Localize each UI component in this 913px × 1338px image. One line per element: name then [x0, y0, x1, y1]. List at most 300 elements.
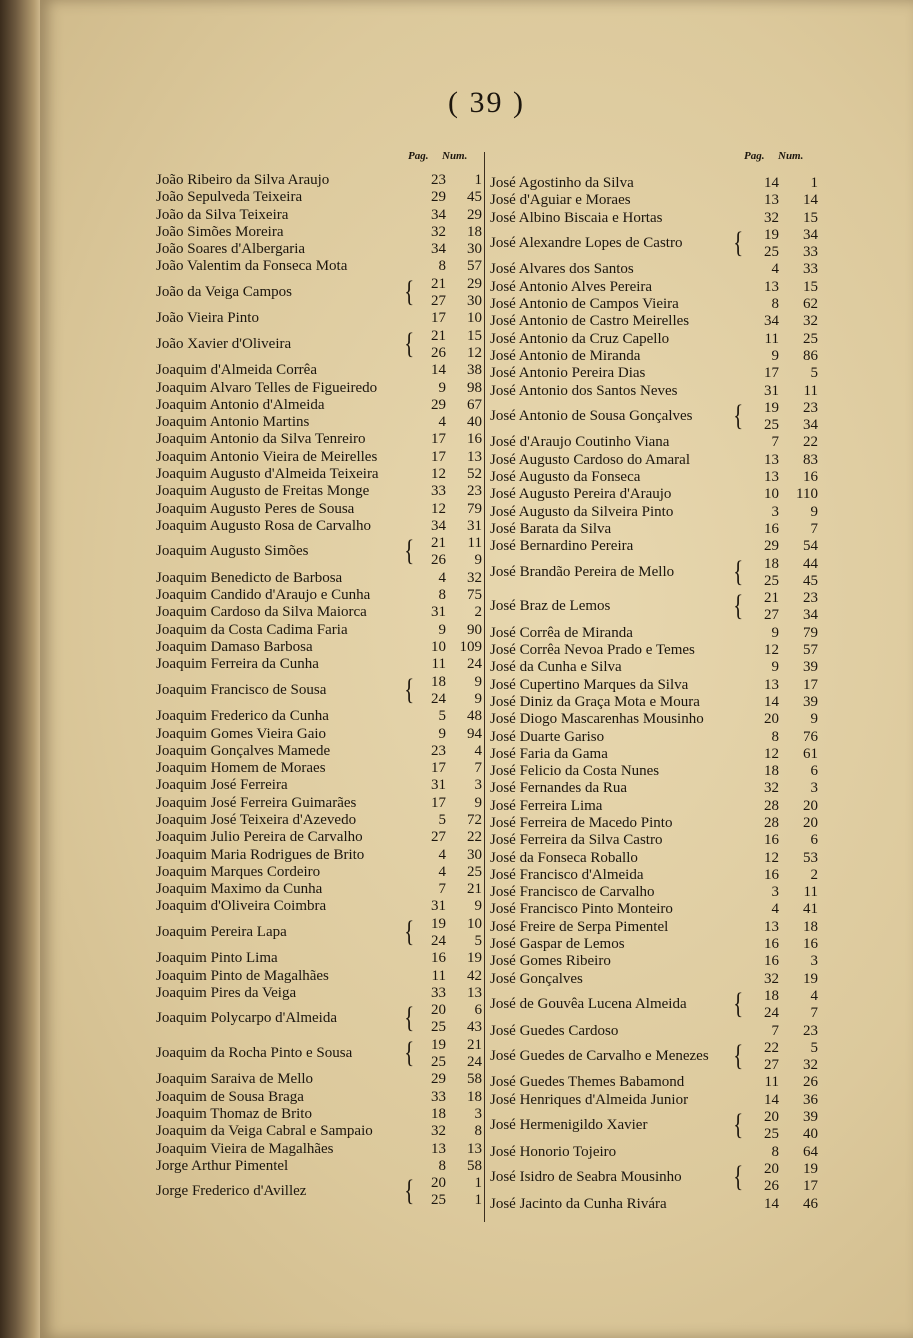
entry-number: 9	[810, 711, 818, 728]
entry-number: 7	[810, 520, 818, 537]
entry-number: 110	[796, 486, 818, 503]
right-entry-row	[490, 383, 822, 400]
entry-name: Joaquim Augusto Rosa de Carvalho	[156, 517, 371, 534]
entry-number: 29	[467, 206, 482, 223]
entry-name: Joaquim Augusto Simões	[156, 543, 309, 560]
entry-page: 29	[431, 189, 446, 206]
left-entry-row	[156, 812, 484, 829]
entry-name: José Hermenigildo Xavier	[490, 1117, 648, 1134]
entry-name: José Augusto Pereira d'Araujo	[490, 486, 672, 503]
entry-name: Joaquim José Teixeira d'Azevedo	[156, 811, 357, 828]
entry-page: 29	[431, 396, 446, 413]
entry-number: 11	[803, 884, 818, 901]
brace-glyph: {	[733, 554, 744, 588]
left-entry-row	[156, 328, 484, 363]
entry-number: 45	[803, 572, 818, 589]
right-entry-row	[490, 469, 822, 486]
entry-name: José Antonio de Miranda	[490, 347, 641, 364]
entry-number: 58	[467, 1157, 482, 1174]
entry-number: 13	[467, 448, 482, 465]
entry-name: José Henriques d'Almeida Junior	[490, 1091, 689, 1108]
entry-page: 23	[431, 742, 446, 759]
entry-page: 27	[431, 829, 446, 846]
entry-number: 16	[467, 431, 482, 448]
entry-number: 45	[467, 189, 482, 206]
entry-name: José Antonio Pereira Dias	[490, 365, 646, 382]
brace-glyph: {	[733, 986, 744, 1020]
left-entry-row	[156, 743, 484, 760]
entry-page: 4	[438, 569, 446, 586]
entry-name: José Barata da Silva	[490, 520, 612, 537]
entry-page: 8	[771, 1143, 779, 1160]
left-entry-row	[156, 570, 484, 587]
entry-page: 11	[764, 1074, 779, 1091]
pag-header: Pag.	[744, 150, 765, 162]
entry-number: 1	[810, 175, 818, 191]
entry-page: 31	[431, 604, 446, 621]
num-header: Num.	[778, 150, 804, 162]
left-entry-row	[156, 587, 484, 604]
entry-number: 76	[803, 728, 818, 745]
entry-name: José d'Araujo Coutinho Viana	[490, 434, 670, 451]
entry-number: 31	[467, 517, 482, 534]
entry-number: 11	[803, 382, 818, 399]
entry-number: 62	[803, 296, 818, 313]
entry-number: 36	[803, 1091, 818, 1108]
entry-page: 32	[764, 780, 779, 797]
entry-name: José Gomes Ribeiro	[490, 953, 611, 970]
left-entry-row	[156, 1123, 484, 1140]
entry-page: 18	[431, 1106, 446, 1123]
entry-number: 54	[803, 538, 818, 555]
right-entry-row	[490, 434, 822, 451]
entry-name: Joaquim Vieira de Magalhães	[156, 1140, 334, 1157]
entry-number: 6	[810, 763, 818, 780]
left-entry-row	[156, 207, 484, 224]
right-entry-row	[490, 832, 822, 849]
left-entries	[156, 172, 484, 1210]
entry-name: José Bernardino Pereira	[490, 538, 634, 555]
brace-glyph: {	[404, 672, 415, 706]
left-entry-row	[156, 968, 484, 985]
entry-number: 14	[803, 192, 818, 209]
brace-glyph: {	[404, 274, 415, 308]
entry-number: 25	[467, 863, 482, 880]
left-entry-row	[156, 189, 484, 206]
entry-number: 10	[467, 310, 482, 327]
entry-number: 20	[803, 814, 818, 831]
entry-name: José Alvares dos Santos	[490, 261, 634, 278]
entry-number: 40	[803, 1126, 818, 1143]
right-entry-row	[490, 296, 822, 313]
brace-glyph: {	[404, 326, 415, 360]
entry-number: 79	[803, 624, 818, 641]
entry-number: 7	[474, 760, 482, 777]
entry-page: 32	[431, 223, 446, 240]
entry-name: Joaquim Pinto de Magalhães	[156, 967, 329, 984]
entry-name: Joaquim Thomaz de Brito	[156, 1106, 312, 1123]
left-entry-row	[156, 726, 484, 743]
left-entry-row	[156, 708, 484, 725]
entry-number: 79	[467, 500, 482, 517]
entry-number: 8	[474, 1123, 482, 1140]
entry-number: 16	[803, 936, 818, 953]
entry-page: 13	[764, 192, 779, 209]
entry-page: 17	[431, 794, 446, 811]
left-entry-row	[156, 898, 484, 915]
left-entry-row	[156, 604, 484, 621]
entry-number: 23	[467, 483, 482, 500]
entry-number: 1	[474, 172, 482, 188]
left-entry-row	[156, 224, 484, 241]
entry-number: 9	[474, 690, 482, 707]
entry-name: Joaquim da Costa Cadima Faria	[156, 621, 348, 638]
entry-number: 9	[474, 673, 482, 690]
entry-number: 34	[803, 416, 818, 433]
entry-name: José Ferreira Lima	[490, 797, 603, 814]
left-entry-row	[156, 1141, 484, 1158]
entry-page: 13	[764, 278, 779, 295]
entry-number: 7	[810, 1004, 818, 1021]
entry-number: 5	[474, 932, 482, 949]
entry-page: 22	[764, 1039, 779, 1056]
entry-name: José Honorio Tojeiro	[490, 1143, 617, 1160]
right-entry-row	[490, 901, 822, 918]
entry-page: 31	[764, 382, 779, 399]
right-entry-row	[490, 590, 822, 625]
entry-page: 29	[431, 1071, 446, 1088]
entry-page: 20	[764, 1160, 779, 1177]
right-entry-row	[490, 365, 822, 382]
entry-name: José Gaspar de Lemos	[490, 936, 625, 953]
right-entry-row	[490, 279, 822, 296]
entry-number: 11	[467, 535, 482, 552]
entry-number: 15	[803, 278, 818, 295]
left-entry-row	[156, 760, 484, 777]
entry-name: Joaquim Francisco de Sousa	[156, 681, 327, 698]
entry-number: 86	[803, 347, 818, 364]
entry-number: 83	[803, 451, 818, 468]
entry-page: 28	[764, 797, 779, 814]
right-entry-row	[490, 1040, 822, 1075]
entry-number: 64	[803, 1143, 818, 1160]
num-header: Num.	[442, 150, 468, 162]
entry-name: Joaquim Benedicto de Barbosa	[156, 569, 343, 586]
entry-number: 3	[474, 1106, 482, 1123]
entry-number: 1	[474, 1192, 482, 1209]
entry-number: 34	[803, 226, 818, 243]
entry-page: 24	[764, 1004, 779, 1021]
entry-page: 14	[764, 1195, 779, 1212]
entry-name: João da Veiga Campos	[156, 283, 292, 300]
entry-page: 32	[764, 209, 779, 226]
entry-number: 1	[474, 1175, 482, 1192]
left-entry-row	[156, 1071, 484, 1088]
entry-number: 109	[459, 639, 482, 656]
entry-page: 21	[431, 535, 446, 552]
left-entry-row	[156, 622, 484, 639]
entry-page: 16	[764, 832, 779, 849]
brace-glyph: {	[404, 914, 415, 948]
entry-number: 9	[810, 503, 818, 520]
entry-number: 52	[467, 466, 482, 483]
entry-number: 40	[467, 414, 482, 431]
left-entry-row	[156, 864, 484, 881]
entry-name: José Duarte Gariso	[490, 728, 605, 745]
right-entry-row	[490, 780, 822, 797]
left-entry-row	[156, 276, 484, 311]
right-entry-row	[490, 192, 822, 209]
entry-page: 28	[764, 814, 779, 831]
entry-name: José de Gouvêa Lucena Almeida	[490, 995, 687, 1012]
brace-glyph: {	[733, 1159, 744, 1193]
right-entry-row	[490, 1161, 822, 1196]
entry-name: José Fernandes da Rua	[490, 780, 628, 797]
right-entry-row	[490, 936, 822, 953]
entry-page: 13	[764, 451, 779, 468]
right-entry-row	[490, 746, 822, 763]
entry-number: 33	[803, 261, 818, 278]
brace-glyph: {	[733, 589, 744, 623]
left-entry-row	[156, 518, 484, 535]
left-entry-row	[156, 380, 484, 397]
entry-page: 10	[431, 639, 446, 656]
entry-page: 9	[438, 621, 446, 638]
entry-number: 43	[467, 1019, 482, 1036]
entry-number: 3	[810, 780, 818, 797]
entry-number: 4	[810, 987, 818, 1004]
entry-number: 10	[467, 915, 482, 932]
left-entry-row	[156, 1106, 484, 1123]
entry-name: José Albino Biscaia e Hortas	[490, 209, 663, 226]
brace-glyph: {	[733, 398, 744, 432]
entry-page: 26	[431, 552, 446, 569]
entry-page: 24	[431, 690, 446, 707]
entry-page: 3	[771, 503, 779, 520]
entry-name: João Soares d'Albergaria	[156, 241, 306, 258]
brace-glyph: {	[733, 1108, 744, 1142]
left-entry-row	[156, 795, 484, 812]
entry-page: 5	[438, 708, 446, 725]
entry-number: 44	[803, 555, 818, 572]
entry-number: 21	[467, 1036, 482, 1053]
entry-name: João Vieira Pinto	[156, 310, 259, 327]
entry-number: 9	[474, 794, 482, 811]
entry-name: Joaquim Candido d'Araujo e Cunha	[156, 587, 371, 604]
entry-number: 46	[803, 1195, 818, 1212]
entry-name: José Ferreira da Silva Castro	[490, 832, 663, 849]
entry-page: 11	[431, 656, 446, 673]
entry-name: José Alexandre Lopes de Castro	[490, 234, 683, 251]
entry-page: 31	[431, 777, 446, 794]
entry-name: José Corrêa de Miranda	[490, 624, 633, 641]
entry-number: 38	[467, 362, 482, 379]
entry-number: 9	[474, 552, 482, 569]
right-entry-row	[490, 659, 822, 676]
entry-number: 17	[803, 1177, 818, 1194]
entry-name: Joaquim Homem de Moraes	[156, 760, 326, 777]
entry-name: José Faria da Gama	[490, 745, 608, 762]
entry-page: 26	[764, 1177, 779, 1194]
right-entry-row	[490, 1092, 822, 1109]
left-entry-row	[156, 1002, 484, 1037]
right-entry-row	[490, 988, 822, 1023]
entry-name: João da Silva Teixeira	[156, 206, 289, 223]
entry-name: Joaquim José Ferreira Guimarães	[156, 794, 357, 811]
entry-page: 14	[764, 1091, 779, 1108]
entry-number: 98	[467, 379, 482, 396]
left-entry-row	[156, 397, 484, 414]
entry-number: 19	[467, 950, 482, 967]
entry-name: Joaquim Polycarpo d'Almeida	[156, 1010, 338, 1027]
entry-page: 24	[431, 932, 446, 949]
entry-number: 4	[474, 742, 482, 759]
entry-name: Joaquim Antonio Vieira de Meirelles	[156, 448, 378, 465]
entry-name: Jorge Arthur Pimentel	[156, 1157, 289, 1174]
right-entry-row	[490, 175, 822, 192]
right-entry-row	[490, 815, 822, 832]
entry-name: José Antonio da Cruz Capello	[490, 330, 670, 347]
entry-page: 11	[431, 967, 446, 984]
entry-name: José da Cunha e Silva	[490, 659, 622, 676]
entry-number: 48	[467, 708, 482, 725]
entry-name: José Jacinto da Cunha Rivára	[490, 1195, 667, 1212]
left-entry-row	[156, 258, 484, 275]
entry-page: 18	[431, 673, 446, 690]
entry-page: 25	[764, 572, 779, 589]
entry-number: 94	[467, 725, 482, 742]
right-entry-row	[490, 1074, 822, 1091]
entry-name: José Braz de Lemos	[490, 598, 611, 615]
entry-page: 25	[764, 1126, 779, 1143]
entry-name: José Augusto da Silveira Pinto	[490, 503, 674, 520]
brace-glyph: {	[733, 1038, 744, 1072]
entry-page: 10	[764, 486, 779, 503]
entry-name: Joaquim Marques Cordeiro	[156, 863, 321, 880]
entry-number: 32	[803, 1056, 818, 1073]
left-entry-row	[156, 172, 484, 189]
left-entry-row	[156, 1037, 484, 1072]
entry-name: José Augusto Cardoso do Amaral	[490, 451, 690, 468]
entry-name: João Sepulveda Teixeira	[156, 189, 303, 206]
entry-page: 4	[438, 863, 446, 880]
entry-name: Joaquim Augusto d'Almeida Teixeira	[156, 466, 379, 483]
entry-page: 18	[764, 987, 779, 1004]
entry-name: João Xavier d'Oliveira	[156, 335, 292, 352]
entry-number: 24	[467, 656, 482, 673]
entry-name: Joaquim Ferreira da Cunha	[156, 656, 319, 673]
entry-number: 67	[467, 396, 482, 413]
entry-number: 5	[810, 1039, 818, 1056]
entry-name: Jorge Frederico d'Avillez	[156, 1183, 307, 1200]
right-entry-row	[490, 1196, 822, 1213]
right-entry-row	[490, 521, 822, 538]
page-number: ( 39 )	[448, 86, 525, 119]
entry-page: 17	[764, 365, 779, 382]
entry-page: 19	[431, 915, 446, 932]
entry-page: 4	[771, 261, 779, 278]
entry-name: José Francisco Pinto Monteiro	[490, 901, 673, 918]
entry-page: 34	[431, 517, 446, 534]
entry-page: 5	[438, 811, 446, 828]
entry-name: Joaquim Alvaro Telles de Figueiredo	[156, 379, 378, 396]
right-entry-row	[490, 486, 822, 503]
entry-number: 26	[803, 1074, 818, 1091]
entry-number: 30	[467, 846, 482, 863]
entry-number: 23	[803, 590, 818, 607]
entry-number: 22	[467, 829, 482, 846]
entry-page: 9	[771, 659, 779, 676]
entry-page: 16	[764, 520, 779, 537]
left-entry-row	[156, 501, 484, 518]
entry-page: 25	[764, 243, 779, 260]
right-entries	[490, 175, 822, 1213]
entry-name: José Guedes Cardoso	[490, 1022, 619, 1039]
entry-page: 14	[764, 175, 779, 191]
entry-number: 21	[467, 881, 482, 898]
entry-number: 5	[810, 365, 818, 382]
entry-name: José da Fonseca Roballo	[490, 849, 638, 866]
entry-number: 13	[467, 1140, 482, 1157]
entry-page: 33	[431, 984, 446, 1001]
entry-name: José Antonio de Sousa Gonçalves	[490, 407, 693, 424]
entry-page: 25	[764, 416, 779, 433]
brace-glyph: {	[404, 1035, 415, 1069]
entry-page: 16	[764, 953, 779, 970]
entry-page: 12	[764, 642, 779, 659]
entry-page: 33	[431, 483, 446, 500]
left-entry-row	[156, 466, 484, 483]
entry-name: José Diogo Mascarenhas Mousinho	[490, 711, 704, 728]
entry-page: 8	[771, 296, 779, 313]
brace-glyph: {	[404, 1174, 415, 1208]
entry-page: 3	[771, 884, 779, 901]
entry-name: José Guedes Themes Babamond	[490, 1074, 685, 1091]
entry-name: José Cupertino Marques da Silva	[490, 676, 689, 693]
entry-number: 90	[467, 621, 482, 638]
entry-page: 18	[764, 763, 779, 780]
entry-number: 25	[803, 330, 818, 347]
left-entry-row	[156, 310, 484, 327]
entry-number: 29	[467, 275, 482, 292]
entry-page: 13	[764, 469, 779, 486]
entry-number: 34	[803, 607, 818, 624]
entry-page: 18	[764, 555, 779, 572]
entry-page: 16	[764, 866, 779, 883]
entry-name: José Diniz da Graça Mota e Moura	[490, 693, 700, 710]
right-entry-row	[490, 1109, 822, 1144]
entry-page: 25	[431, 1192, 446, 1209]
right-entry-row	[490, 867, 822, 884]
entry-name: José Antonio de Campos Vieira	[490, 296, 679, 313]
entry-name: José Antonio de Castro Meirelles	[490, 313, 690, 330]
entry-name: José Corrêa Nevoa Prado e Temes	[490, 642, 695, 659]
entry-number: 57	[467, 258, 482, 275]
entry-name: Joaquim Pires da Veiga	[156, 984, 297, 1001]
entry-name: Joaquim Julio Pereira de Carvalho	[156, 829, 363, 846]
entry-page: 7	[438, 881, 446, 898]
entry-number: 19	[803, 970, 818, 987]
entry-name: João Simões Moreira	[156, 223, 284, 240]
right-entry-row	[490, 1023, 822, 1040]
left-entry-row	[156, 950, 484, 967]
left-entry-row	[156, 241, 484, 258]
entry-page: 27	[764, 607, 779, 624]
entry-page: 34	[431, 206, 446, 223]
entry-number: 30	[467, 292, 482, 309]
left-entry-row	[156, 414, 484, 431]
entry-number: 39	[803, 659, 818, 676]
